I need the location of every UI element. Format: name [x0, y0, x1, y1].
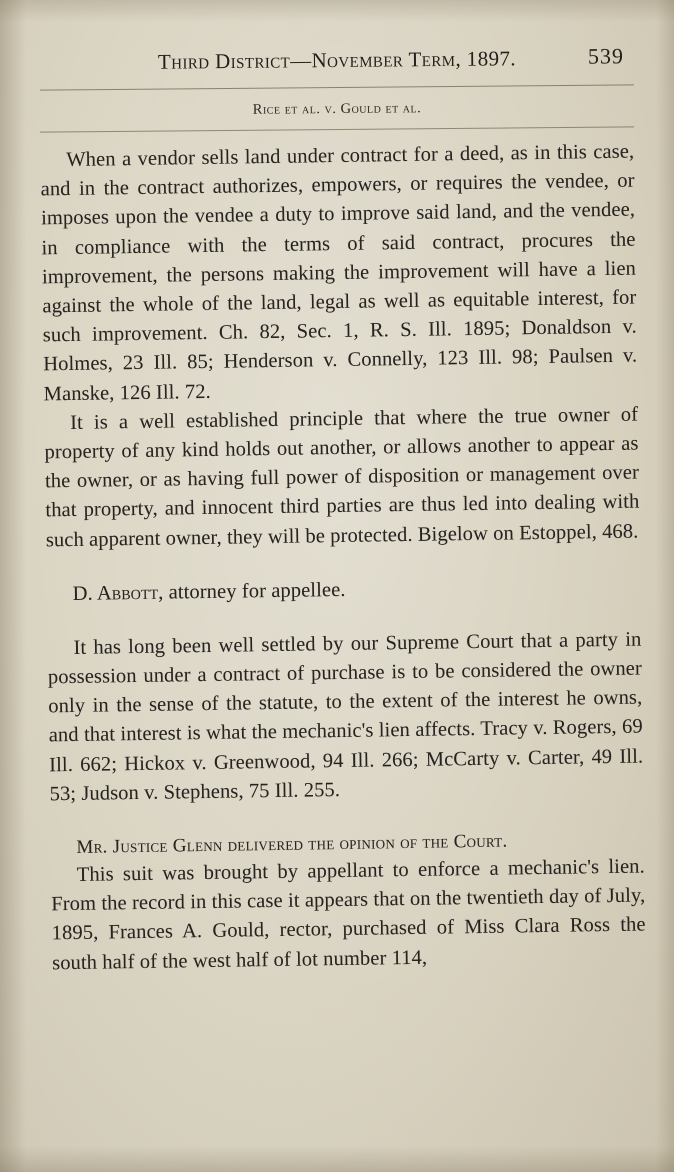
paragraph-argument: It has long been well settled by our Supreme Court that a party in possession under a contract of purchase is to be considered the owner only in the sense of the statute, to the extent of the interest he owns, and that interest is what the mechanic's lien affects. Tracy v. Rogers, 69 Ill. 662; Hickox v. Greenwood, 94 Ill. 266; McCarty v. Carter, 49 Ill. 53; Judson v. Stephens, 75 Ill. 255. [47, 628, 644, 806]
opinion-heading: Mr. Justice Glenn delivered the opinion of the Court. [76, 830, 508, 859]
running-head-title: Third District—November Term, 1897. [157, 46, 517, 74]
case-caption: Rice et al. v. Gould et al. [252, 100, 422, 118]
page-edge-shadow-top [0, 0, 674, 22]
page-number: 539 [587, 43, 625, 69]
page-edge-shadow-bottom [0, 1146, 674, 1172]
running-head [40, 45, 634, 76]
page-edge-shadow-left [0, 0, 26, 1172]
attorney-role: , attorney for appellee. [158, 578, 346, 604]
attorney-line [46, 571, 640, 609]
caption-rule [40, 126, 634, 132]
attorney-name: D. Abbott [72, 581, 159, 605]
header-rule [40, 84, 634, 90]
paragraph-syllabus-1: When a vendor sells land under contract for a deed, as in this case, and in the contract authorizes, empowers, or requires the vendee, or imposes upon the vendee a duty to improve said land, and the vendee, in compliance with the terms of said contract, procures the improvement, the persons making the improvement will have a lien against the whole of the land, legal as well as equitable interest, for such improvement. Ch. 82, Sec. 1, R. S. Ill. 1895; Donaldson v. Holmes, 23 Ill. 85; Henderson v. Connelly, 123 Ill. 98; Paulsen v. Manske, 126 Ill. 72. [40, 140, 638, 406]
paragraph-syllabus-2: It is a well established principle that where the true owner of property of any kind holds out another, or allows another to appear as the owner, or as having full power of disposition or management over that property, and innocent third parties are thus led into dealing with such apparent owner, they will be protected. Bigelow on Estoppel, 468. [44, 403, 640, 552]
paragraph-opinion-1: This suit was brought by appellant to enforce a mechanic's lien. From the record in this case it appears that on the twentieth day of July, 1895, Frances A. Gould, rector, purchased of Miss Clara Ross the south half of the west half of lot number 114, [51, 855, 646, 974]
page-edge-shadow-right [656, 0, 674, 1172]
document-body [40, 138, 646, 979]
